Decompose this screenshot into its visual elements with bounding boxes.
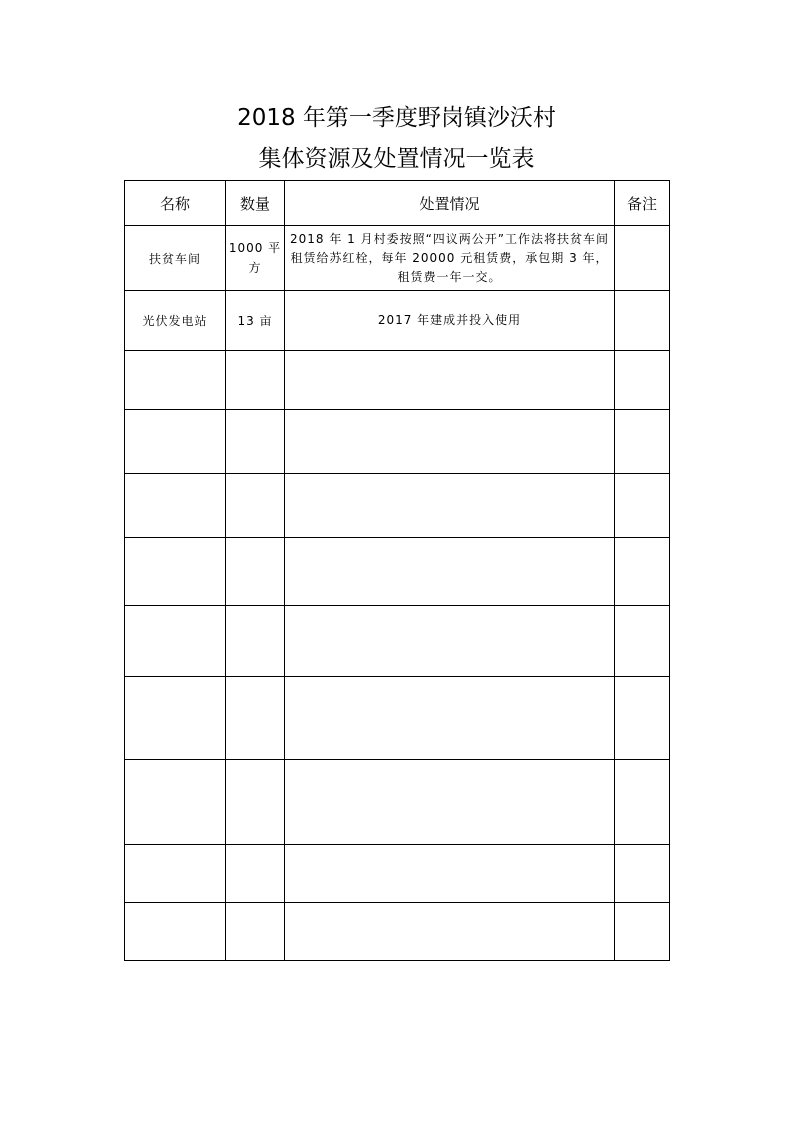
empty-table-row [125,845,670,903]
empty-cell [226,903,285,961]
table-row [125,291,670,351]
empty-cell [125,677,226,760]
header-quantity: 数量 [226,181,285,226]
empty-cell [285,474,615,538]
resource-table [124,180,670,961]
cell-quantity: 13 亩 [226,291,285,351]
empty-cell [615,410,670,474]
empty-cell [226,351,285,410]
empty-table-row [125,474,670,538]
empty-cell [125,410,226,474]
header-disposal: 处置情况 [285,181,615,226]
empty-table-row [125,606,670,677]
document-title-line2: 集体资源及处置情况一览表 [258,146,535,172]
empty-cell [615,760,670,845]
empty-cell [285,760,615,845]
cell-name: 扶贫车间 [125,226,226,291]
empty-cell [125,760,226,845]
empty-cell [125,538,226,606]
empty-table-row [125,760,670,845]
empty-cell [226,606,285,677]
empty-cell [125,351,226,410]
empty-table-row [125,410,670,474]
cell-quantity: 1000 平方 [226,226,285,291]
empty-cell [285,410,615,474]
cell-remarks [615,226,670,291]
empty-cell [615,677,670,760]
empty-cell [226,474,285,538]
empty-cell [125,474,226,538]
header-remarks: 备注 [615,181,670,226]
empty-cell [615,903,670,961]
cell-disposal: 2017 年建成并投入使用 [285,291,615,351]
empty-cell [285,903,615,961]
empty-cell [125,845,226,903]
empty-table-row [125,677,670,760]
cell-name: 光伏发电站 [125,291,226,351]
empty-cell [615,538,670,606]
empty-cell [226,845,285,903]
empty-cell [285,845,615,903]
empty-cell [285,538,615,606]
empty-cell [125,903,226,961]
table-header-row [125,181,670,226]
empty-cell [285,677,615,760]
empty-cell [615,845,670,903]
empty-table-row [125,351,670,410]
empty-cell [615,474,670,538]
document-title-line1: 2018 年第一季度野岗镇沙沃村 [237,105,556,131]
empty-cell [226,760,285,845]
empty-cell [226,410,285,474]
cell-remarks [615,291,670,351]
empty-cell [285,351,615,410]
empty-table-row [125,903,670,961]
empty-cell [615,606,670,677]
empty-cell [226,677,285,760]
header-name: 名称 [125,181,226,226]
empty-cell [615,351,670,410]
empty-cell [125,606,226,677]
empty-cell [226,538,285,606]
table-row [125,226,670,291]
cell-disposal: 2018 年 1 月村委按照“四议两公开”工作法将扶贫车间租赁给苏红栓，每年 20000 元租赁费，承包期 3 年，租赁费一年一交。 [285,226,615,291]
empty-cell [285,606,615,677]
empty-table-row [125,538,670,606]
